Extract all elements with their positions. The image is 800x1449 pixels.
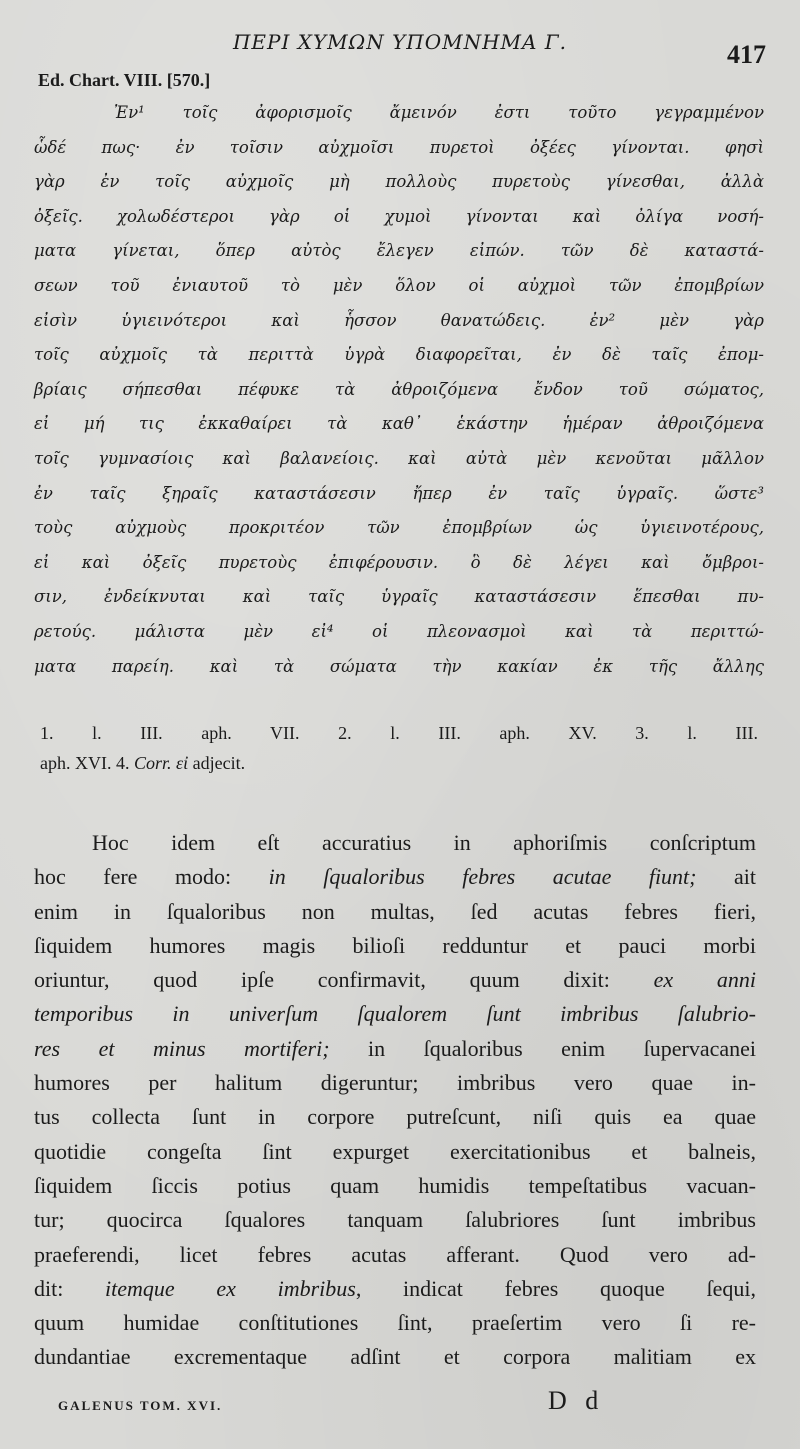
footnote-line: 1. l. III. aph. VII. 2. l. III. aph. XV. 3. l. III. (40, 723, 758, 743)
footnote-word: εἰ (176, 753, 189, 773)
latin-line (34, 860, 756, 894)
latin-italic-run: itemque ex imbribus (105, 1275, 356, 1301)
latin-line (34, 1135, 756, 1169)
latin-line (34, 826, 756, 860)
greek-line: εἰσὶν ὑγιεινότεροι καὶ ἧσσον θανατώδεις. ἐν² μὲν γὰρ (34, 310, 764, 330)
latin-run: in ſqualoribus enim ſupervacanei (329, 1035, 757, 1061)
greek-line: ἐν ταῖς ξηραῖς καταστάσεσιν ἤπερ ἐν ταῖς ὑγραῖς. ὥστε³ (34, 483, 764, 503)
latin-run: tus collecta ſunt in corpore putreſcunt, niſi quis ea quae (34, 1104, 756, 1130)
latin-line (34, 1032, 756, 1066)
latin-run: hoc fere modo: (34, 864, 269, 890)
latin-line (34, 1100, 756, 1134)
greek-line: ὧδέ πως· ἐν τοῖσιν αὐχμοῖσι πυρετοὶ ὀξέες γίνονται. φησὶ (34, 137, 764, 157)
latin-run: ſiquidem humores magis bilioſi redduntur et pauci morbi (34, 932, 756, 958)
greek-line: ὀξεῖς. χολωδέστεροι γὰρ οἱ χυμοὶ γίνονται καὶ ὀλίγα νοσή- (34, 206, 764, 226)
latin-run: quum humidae conſtitutiones ſint, praeſertim vero ſi re- (34, 1310, 756, 1336)
latin-run: ait (696, 864, 756, 890)
greek-line: εἰ μή τις ἐκκαθαίρει τὰ καθ᾽ ἑκάστην ἡμέραν ἀθροιζόμενα (34, 414, 764, 434)
signature-mark: D d (548, 1386, 605, 1415)
greek-line: Ἐν¹ τοῖς ἀφορισμοῖς ἄμεινόν ἐστι τοῦτο γεγραμμένον (114, 103, 764, 122)
latin-run: , indicat febres quoque ſequi, (355, 1275, 757, 1301)
latin-line (34, 1238, 756, 1272)
latin-line (34, 895, 756, 929)
greek-line: ματα γίνεται, ὅπερ αὐτὸς ἔλεγεν εἰπών. τῶν δὲ καταστά- (34, 241, 764, 261)
greek-line: τοὺς αὐχμοὺς προκριτέον τῶν ἐπομβρίων ὡς ὑγιεινοτέρους, (34, 518, 764, 538)
greek-line: σεων τοῦ ἐνιαυτοῦ τὸ μὲν ὅλον οἱ αὐχμοὶ τῶν ἐπομβρίων (34, 275, 764, 295)
latin-italic-run: res et minus mortiferi; (34, 1035, 330, 1061)
latin-run: enim in ſqualoribus non multas, ſed acutas febres fieri, (34, 898, 756, 924)
latin-italic-run: in ſqualoribus febres acutae fiunt; (268, 864, 697, 890)
running-title: ΠΕΡΙ ΧΥΜΩΝ ΥΠΟΜΝΗΜΑ Γ. (232, 30, 568, 54)
latin-run: dit: (34, 1275, 106, 1301)
greek-line: τοῖς γυμνασίοις καὶ βαλανείοις. καὶ αὐτὰ μὲν κενοῦται μᾶλλον (34, 448, 764, 468)
greek-line: βρίαις σήπεσθαι πέφυκε τὰ ἀθροιζόμενα ἔνδον τοῦ σώματος, (34, 379, 764, 399)
greek-line: ρετούς. μάλιστα μὲν εἰ⁴ οἱ πλεονασμοὶ καὶ τὰ περιττώ- (34, 621, 764, 641)
greek-line: σιν, ἐνδείκνυται καὶ ταῖς ὑγραῖς καταστάσεσιν ἕπεσθαι πυ- (34, 587, 764, 607)
latin-line (34, 1340, 756, 1374)
footnote-text: adjecit. (188, 753, 246, 773)
latin-line (34, 997, 756, 1031)
latin-run: Hoc idem eſt accuratius in aphoriſmis conſcriptum (92, 830, 756, 855)
latin-translation-block (34, 826, 756, 1375)
greek-line: εἰ καὶ ὀξεῖς πυρετοὺς ἐπιφέρουσιν. ὃ δὲ λέγει καὶ ὄμβροι- (34, 552, 764, 572)
latin-run: quotidie congeſta ſint expurget exercitationibus et balneis, (34, 1138, 756, 1164)
edition-reference: Ed. Chart. VIII. [570.] (38, 70, 211, 90)
latin-line (34, 1306, 756, 1340)
greek-line: γὰρ ἐν τοῖς αὐχμοῖς μὴ πολλοὺς πυρετοὺς γίνεσθαι, ἀλλὰ (34, 172, 764, 192)
footnote-text: aph. XVI. 4. (40, 753, 134, 773)
latin-line (34, 1272, 756, 1306)
footnote-corr: Corr. (133, 753, 172, 773)
latin-line (34, 1169, 756, 1203)
footnote-line (40, 748, 758, 778)
greek-line: τοῖς αὐχμοῖς τὰ περιττὰ ὑγρὰ διαφορεῖται, ἐν δὲ ταῖς ἐπομ- (34, 345, 764, 365)
latin-line (34, 963, 756, 997)
latin-run: dundantiae excrementaque adſint et corpora malitiam ex (34, 1344, 756, 1370)
latin-italic-run: temporibus in univerſum ſqualorem ſunt imbribus ſalubrio- (34, 1001, 756, 1027)
printer-signature: GALENUS TOM. XVI. (58, 1398, 223, 1413)
latin-run: ſiquidem ſiccis potius quam humidis tempeſtatibus vacuan- (34, 1172, 756, 1198)
latin-run: oriuntur, quod ipſe confirmavit, quum dixit: (34, 967, 654, 993)
page-number: 417 (727, 40, 766, 69)
footnotes (40, 718, 758, 778)
latin-italic-run: ex anni (653, 967, 756, 993)
greek-line: ματα παρείη. καὶ τὰ σώματα τὴν κακίαν ἐκ τῆς ἄλλης (34, 656, 764, 676)
latin-run: tur; quocirca ſqualores tanquam ſalubriores ſunt imbribus (34, 1207, 756, 1233)
latin-run: praeferendi, licet febres acutas afferant. Quod vero ad- (34, 1241, 756, 1267)
latin-line (34, 929, 756, 963)
latin-line (34, 1066, 756, 1100)
latin-run: humores per halitum digeruntur; imbribus vero quae in- (34, 1070, 756, 1096)
latin-line (34, 1203, 756, 1237)
greek-text-block (34, 96, 764, 684)
